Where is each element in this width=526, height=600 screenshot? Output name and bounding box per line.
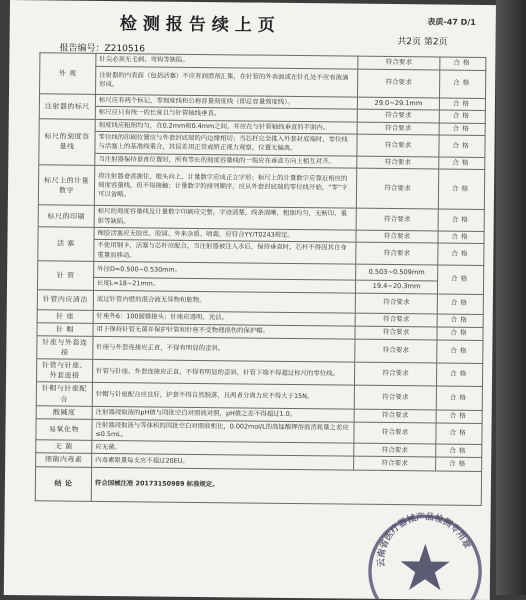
svg-text:云南省医疗器械产品检测专用章 (375, 512, 474, 569)
requirement-cell: 符合要求 (354, 457, 436, 471)
requirement-cell: 符合要求 (354, 385, 436, 409)
requirement-cell: 符合要求 (355, 339, 437, 363)
requirement-cell: 符合要求 (355, 326, 437, 340)
inspection-table (35, 52, 487, 505)
requirement-cell: 符合要求 (356, 208, 438, 230)
standard-text: 标尺应有两个标记，零刻度线和公称容量刻度线（即总容量刻度线）。 (95, 94, 357, 109)
result-cell: 合格 (438, 231, 484, 244)
standard-text: 应无菌。 (92, 441, 354, 457)
item-name: 标尺的印刷 (38, 205, 94, 227)
requirement-cell: 符合要求 (357, 156, 439, 169)
requirement-cell: 符合要求 (358, 56, 440, 69)
standard-text: 外径D=0.500~0.530mm。 (94, 261, 356, 280)
requirement-cell: 符合要求 (354, 443, 436, 457)
seal-star-icon (400, 544, 450, 591)
result-cell: 合格 (440, 57, 486, 70)
item-name: 酸碱度 (36, 405, 92, 419)
requirement-cell: 符合要求 (357, 122, 439, 135)
requirement-cell: 0.503~0.509mm (356, 264, 438, 281)
standard-text: 将注射器垂直握住，锥头向上，计量数字应成正立字形；标尺上的计量数字应靠近相应的刻度容量线，但不得接触；计量数字的排列顺序，应从外套封底端的零位线开始，“零”字可以省略。 (94, 166, 356, 209)
standard-text: 当注射器保持垂直位置时，所有等长的刻度容量线的一端应在垂直方向上相互对齐。 (95, 153, 357, 168)
result-cell: 合格 (439, 135, 485, 157)
page-edge-shadow (496, 0, 526, 595)
result-cell: 合格 (436, 457, 482, 471)
result-cell: 合格 (436, 363, 482, 387)
result-cell: 合格 (437, 294, 483, 314)
report-number-label: 报告编号： (59, 43, 105, 54)
item-name: 注射器的标尺 (39, 93, 95, 119)
item-name: 活 塞 (38, 227, 94, 262)
requirement-cell: 29.0~29.1mm (357, 97, 439, 110)
result-cell: 合格 (438, 169, 484, 209)
standard-text: 标尺应只有统一的长度且与针管轴线垂直。 (95, 106, 357, 121)
standard-text: 注射器浸取液的pH值与同批空白对照液对照，pH值之差不得超过1.0。 (92, 406, 354, 422)
requirement-cell: 符合要求 (354, 422, 436, 444)
requirement-cell: 符合要求 (357, 134, 439, 156)
page-info: 共2页 第2页 (397, 37, 448, 48)
conclusion-text: 符合国械注准 20173150989 标准规定。 (91, 467, 481, 505)
item-name: 无 菌 (36, 440, 92, 454)
seal-text: 云南省医疗器械产品检测专用章 (376, 512, 472, 568)
standard-text: 针尖必须无毛刺、弯钩等缺陷。 (96, 53, 358, 68)
item-name: 易氧化物 (36, 419, 92, 441)
requirement-cell: 19.4~20.3mm (355, 280, 437, 293)
result-cell: 合格 (440, 70, 486, 98)
requirement-cell: 符合要求 (354, 362, 436, 386)
result-cell: 合格 (436, 423, 482, 445)
item-name: 细菌内毒素 (36, 453, 92, 467)
result-cell: 合格 (436, 386, 482, 410)
result-cell: 合格 (437, 327, 483, 341)
result-cell: 合格 (437, 314, 483, 328)
report-page (4, 0, 496, 600)
standard-text: 注射器的内表面（包括活塞）不应有润滑剂汇集，在针管的外表面或在针孔处不应有液滴形成。 (96, 66, 358, 97)
item-name: 标尺上的计量数字 (38, 165, 94, 206)
item-name: 针 座 (37, 309, 93, 323)
item-name: 针帽与针座配合 (36, 382, 92, 406)
requirement-cell: 符合要求 (355, 293, 437, 314)
requirement-cell: 符合要求 (356, 243, 438, 265)
item-name: 针管内应清洁 (37, 289, 93, 310)
result-cell: 合格 (438, 209, 484, 231)
standard-text: 橡胶活塞应无胶丝、胶屑、外来杂质、喷霜，应符合YY/T0243规定。 (94, 227, 356, 242)
result-cell: 合格 (439, 110, 485, 123)
result-cell: 合格 (436, 444, 482, 458)
result-cell: 合格 (437, 340, 483, 364)
official-seal (365, 512, 484, 600)
requirement-cell: 符合要求 (358, 69, 440, 98)
form-code: 表质-47 D/1 (427, 17, 476, 27)
result-cell: 合格 (437, 265, 483, 294)
report-number-value: Z210516 (104, 43, 146, 55)
standard-text: 长度L=18~21mm。 (93, 277, 355, 292)
standard-text: 注射器浸取液与等体积的同批空白对照液相比，0.002mol/L的高锰酸钾溶液消耗量之差应≤0.5mL。 (92, 419, 354, 443)
standard-text: 刻度线应粗细均匀，在0.2mm和0.4mm之间，并应在与针管轴线垂直的平面内。 (95, 119, 357, 134)
standard-text: 内毒素限量每支应不超过20EU。 (92, 454, 354, 470)
standard-text: 流过针管内壁的混合液无异物和脏物。 (93, 290, 355, 313)
item-name: 针 管 (37, 261, 93, 290)
standard-text: 标尺的刻度容量线及计量数字印刷应完整，字迹清楚，线条清晰，粗细均匀，无断印、重影等缺陷。 (94, 206, 356, 230)
result-cell: 合格 (438, 243, 484, 265)
requirement-cell: 符合要求 (356, 168, 438, 209)
result-cell: 合格 (439, 98, 485, 111)
table-row (38, 165, 484, 210)
standard-text: 针管与针座、外套连接应正直，不得有明显的歪斜，针管下端不得超过标尺的零位线。 (92, 359, 354, 385)
item-name: 标尺的刻度容量线 (39, 118, 95, 165)
requirement-cell: 符合要求 (356, 230, 438, 243)
standard-text: 零位线的印刷位置应与外套封底端的内边缘相切；当芯杆完全推入外套封底端时，零位线与活塞上的基准线重合，其误差用正常或矫正视力观察，位置无偏离。 (95, 132, 357, 156)
result-cell: 合格 (439, 157, 485, 170)
standard-text: 不使用钢卡，活塞与芯杆应配合，当注射器被注入水后，保持垂直时，芯杆不得因其自身重量而移动。 (94, 240, 356, 264)
standard-text: 用于保持针管无菌并保护针管和针座不受物理损伤的保护帽。 (93, 323, 355, 339)
requirement-cell: 符合要求 (355, 313, 437, 327)
conclusion-row (35, 466, 481, 505)
result-cell: 合格 (436, 410, 482, 424)
item-name: 外 观 (40, 53, 96, 94)
standard-text: 针座外6：100圆锥接头；针座应透明、光洁。 (93, 310, 355, 326)
item-name: 针 帽 (37, 322, 93, 336)
result-cell: 合格 (439, 123, 485, 136)
standard-text: 针帽与针座配合应良好，护套不得自然脱落，且两者分离力应不得大于15N。 (92, 383, 354, 409)
requirement-cell: 符合要求 (357, 109, 439, 122)
item-name: 针座与外套连接 (37, 336, 93, 360)
requirement-cell: 符合要求 (354, 409, 436, 423)
page-title: 检测报告续上页 (119, 14, 281, 36)
item-name: 针管与针座、外套连接 (36, 359, 92, 383)
standard-text: 针座与外套连接应正直，不得有明显的歪斜。 (93, 336, 355, 362)
conclusion-label: 结 论 (35, 466, 91, 501)
